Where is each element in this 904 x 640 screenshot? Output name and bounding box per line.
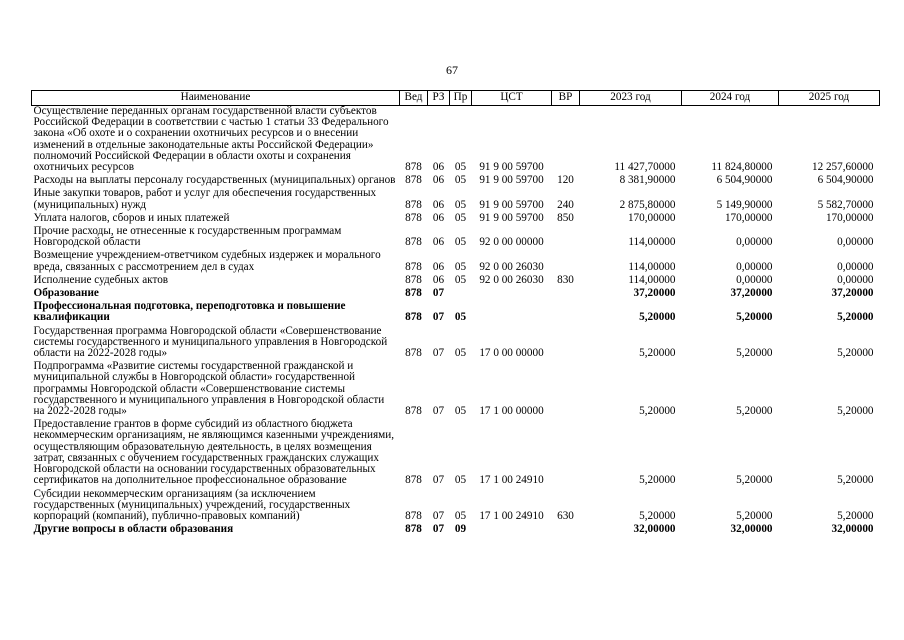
cell-vr [552,106,580,176]
col-header-rz: РЗ [428,91,450,106]
cell-y2024: 5,20000 [736,347,773,360]
cell-y2023: 5,20000 [639,509,676,522]
cell-y2023: 8 381,90000 [619,174,676,187]
cell-vr [552,419,580,488]
cell-rz: 07 [432,509,445,522]
cell-vr: 850 [557,211,574,224]
col-header-pr: Пр [450,91,472,106]
cell-rz: 07 [432,474,445,487]
cell-ved: 878 [405,174,422,187]
cell-name: Профессиональная подготовка, переподготовка и повышение квалификации [33,300,346,324]
cell-ved: 878 [405,474,422,487]
cell-cst: 17 1 00 24910 [479,509,544,522]
cell-y2024: 0,00000 [736,260,773,273]
table-row [32,524,880,537]
cell-cst: 17 0 00 00000 [479,347,544,360]
cell-vr: 240 [557,198,574,211]
cell-pr: 05 [454,236,467,249]
cell-name: Расходы на выплаты персоналу государственных (муниципальных) органов [33,174,396,187]
cell-ved: 878 [405,405,422,418]
table-row [32,226,880,250]
cell-y2024: 5,20000 [736,405,773,418]
cell-name: Государственная программа Новгородской области «Совершенствование системы государственного и муниципального управления в Новгородской области на 2022-2028 годы» [33,324,388,360]
table-row [32,326,880,362]
table-header-row [32,91,880,106]
cell-ved: 878 [405,509,422,522]
cell-vr [552,250,580,274]
cell-cst: 91 9 00 59700 [479,161,544,174]
cell-rz: 07 [432,311,445,324]
cell-y2025: 0,00000 [837,273,874,286]
cell-rz: 06 [432,236,445,249]
cell-name: Исполнение судебных актов [33,273,169,286]
cell-y2023: 5,20000 [639,405,676,418]
col-header-cst: ЦСТ [472,91,552,106]
cell-cst [472,301,552,325]
cell-y2025: 5,20000 [837,311,874,324]
col-header-2025: 2025 год [779,91,880,106]
cell-y2024: 5,20000 [736,509,773,522]
table-row [32,301,880,325]
cell-ved: 878 [405,273,422,286]
cell-pr: 05 [454,405,467,418]
cell-y2023: 32,00000 [633,523,676,536]
cell-cst: 91 9 00 59700 [479,211,544,224]
table-row [32,250,880,274]
cell-y2023: 5,20000 [639,311,676,324]
cell-rz: 07 [432,405,445,418]
cell-ved: 878 [405,523,422,536]
cell-y2025: 32,00000 [831,523,874,536]
cell-pr: 05 [454,198,467,211]
cell-cst: 17 1 00 00000 [479,405,544,418]
cell-rz: 07 [432,523,445,536]
cell-y2024: 5,20000 [736,474,773,487]
cell-rz: 07 [432,347,445,360]
col-header-ved: Вед [400,91,428,106]
cell-pr: 05 [454,347,467,360]
cell-cst: 92 0 00 26030 [479,260,544,273]
cell-pr [450,288,472,301]
cell-rz: 06 [432,174,445,187]
cell-y2023: 37,20000 [633,287,676,300]
cell-ved: 878 [405,161,422,174]
cell-y2024: 5 149,90000 [716,198,773,211]
cell-pr: 05 [454,273,467,286]
cell-pr: 05 [454,174,467,187]
cell-y2025: 12 257,60000 [811,161,874,174]
cell-ved: 878 [405,311,422,324]
cell-pr: 05 [454,260,467,273]
cell-y2025: 6 504,90000 [817,174,874,187]
cell-vr [552,326,580,362]
col-header-2024: 2024 год [682,91,779,106]
cell-name: Предоставление грантов в форме субсидий из областного бюджета некоммерческим организациям, не являющимся казенными учреждениями, осуществляющим образовательную деятельность, в целях возмещения затрат, связанных с обучением государственных гражданских служащих Новгородской области на основании государственных образовательных сертификатов на дополнительное профессиональное образование [33,418,394,487]
cell-vr: 120 [557,174,574,187]
cell-rz: 06 [432,260,445,273]
cell-cst: 92 0 00 26030 [479,273,544,286]
cell-name: Подпрограмма «Развитие системы государственной гражданской и муниципальной службы в Новгородской области» государственной программы Новгородской области «Совершенствование системы государственного и муниципального управления в Новгородской области на 2022-2028 годы» [33,360,385,418]
page-number: 67 [446,63,458,77]
cell-ved: 878 [405,287,422,300]
table-row [32,106,880,176]
cell-rz: 06 [432,211,445,224]
cell-y2025: 0,00000 [837,236,874,249]
cell-y2023: 114,00000 [628,260,676,273]
cell-name: Возмещение учреждением-ответчиком судебных издержек и морального вреда, связанных с рассмотрением дел в судах [33,249,381,273]
table-row [32,419,880,488]
cell-pr: 05 [454,211,467,224]
cell-vr [552,301,580,325]
cell-ved: 878 [405,198,422,211]
cell-rz: 06 [432,161,445,174]
cell-rz: 06 [432,273,445,286]
cell-vr [552,288,580,301]
cell-name: Образование [33,287,99,300]
cell-name: Уплата налогов, сборов и иных платежей [33,211,230,224]
cell-y2024: 0,00000 [736,273,773,286]
cell-y2024: 11 824,80000 [711,161,773,174]
cell-y2025: 37,20000 [831,287,874,300]
budget-table [31,90,880,537]
cell-y2023: 114,00000 [628,273,676,286]
cell-cst: 17 1 00 24910 [479,474,544,487]
cell-y2025: 5,20000 [837,474,874,487]
cell-y2025: 0,00000 [837,260,874,273]
cell-vr: 630 [557,509,574,522]
cell-cst: 91 9 00 59700 [479,174,544,187]
cell-y2025: 5,20000 [837,347,874,360]
cell-y2024: 5,20000 [736,311,773,324]
cell-rz: 06 [432,198,445,211]
cell-y2023: 170,00000 [627,211,676,224]
cell-y2025: 170,00000 [825,211,874,224]
cell-name: Субсидии некоммерческим организациям (за исключением государственных (муниципальных) учреждений, государственных корпораций (компаний), публично-правовых компаний) [33,487,351,522]
cell-vr [552,361,580,419]
cell-rz: 07 [432,287,445,300]
cell-pr: 05 [454,161,467,174]
cell-name: Осуществление переданных органам государственной власти субъектов Российской Федерации в соответствии с частью 1 статьи 33 Федерального закона «Об охоте и о сохранении охотничьих ресурсов и о внесении изменений в отдельные законодательные акты Российской Федерации» полномочий Российской Федерации в области охоты и сохранения охотничьих ресурсов [33,105,389,174]
table-row [32,489,880,525]
cell-name: Иные закупки товаров, работ и услуг для обеспечения государственных (муниципальных) нужд [33,187,377,211]
cell-y2023: 5,20000 [639,474,676,487]
col-header-2023: 2023 год [580,91,682,106]
cell-cst [472,288,552,301]
cell-pr: 05 [454,311,467,324]
cell-vr [552,524,580,537]
cell-ved: 878 [405,260,422,273]
cell-pr: 05 [454,509,467,522]
table-row [32,361,880,419]
cell-y2024: 170,00000 [724,211,773,224]
cell-ved: 878 [405,211,422,224]
cell-y2025: 5 582,70000 [817,198,874,211]
cell-vr: 830 [557,273,574,286]
cell-y2023: 5,20000 [639,347,676,360]
cell-y2024: 6 504,90000 [716,174,773,187]
cell-y2023: 2 875,80000 [619,198,676,211]
cell-y2025: 5,20000 [837,405,874,418]
cell-pr: 05 [454,474,467,487]
cell-y2024: 0,00000 [736,236,773,249]
cell-ved: 878 [405,236,422,249]
table-row [32,188,880,212]
cell-pr: 09 [454,523,467,536]
cell-ved: 878 [405,347,422,360]
cell-y2024: 37,20000 [730,287,773,300]
cell-y2024: 32,00000 [730,523,773,536]
cell-name: Прочие расходы, не отнесенные к государственным программам Новгородской области [33,225,342,249]
cell-y2023: 11 427,70000 [614,161,676,174]
col-header-vr: ВР [552,91,580,106]
cell-y2025: 5,20000 [837,509,874,522]
cell-vr [552,226,580,250]
cell-y2023: 114,00000 [628,236,676,249]
cell-cst: 91 9 00 59700 [479,198,544,211]
col-header-name: Наименование [32,91,400,106]
cell-cst [472,524,552,537]
cell-cst: 92 0 00 00000 [479,236,544,249]
cell-name: Другие вопросы в области образования [33,523,234,536]
